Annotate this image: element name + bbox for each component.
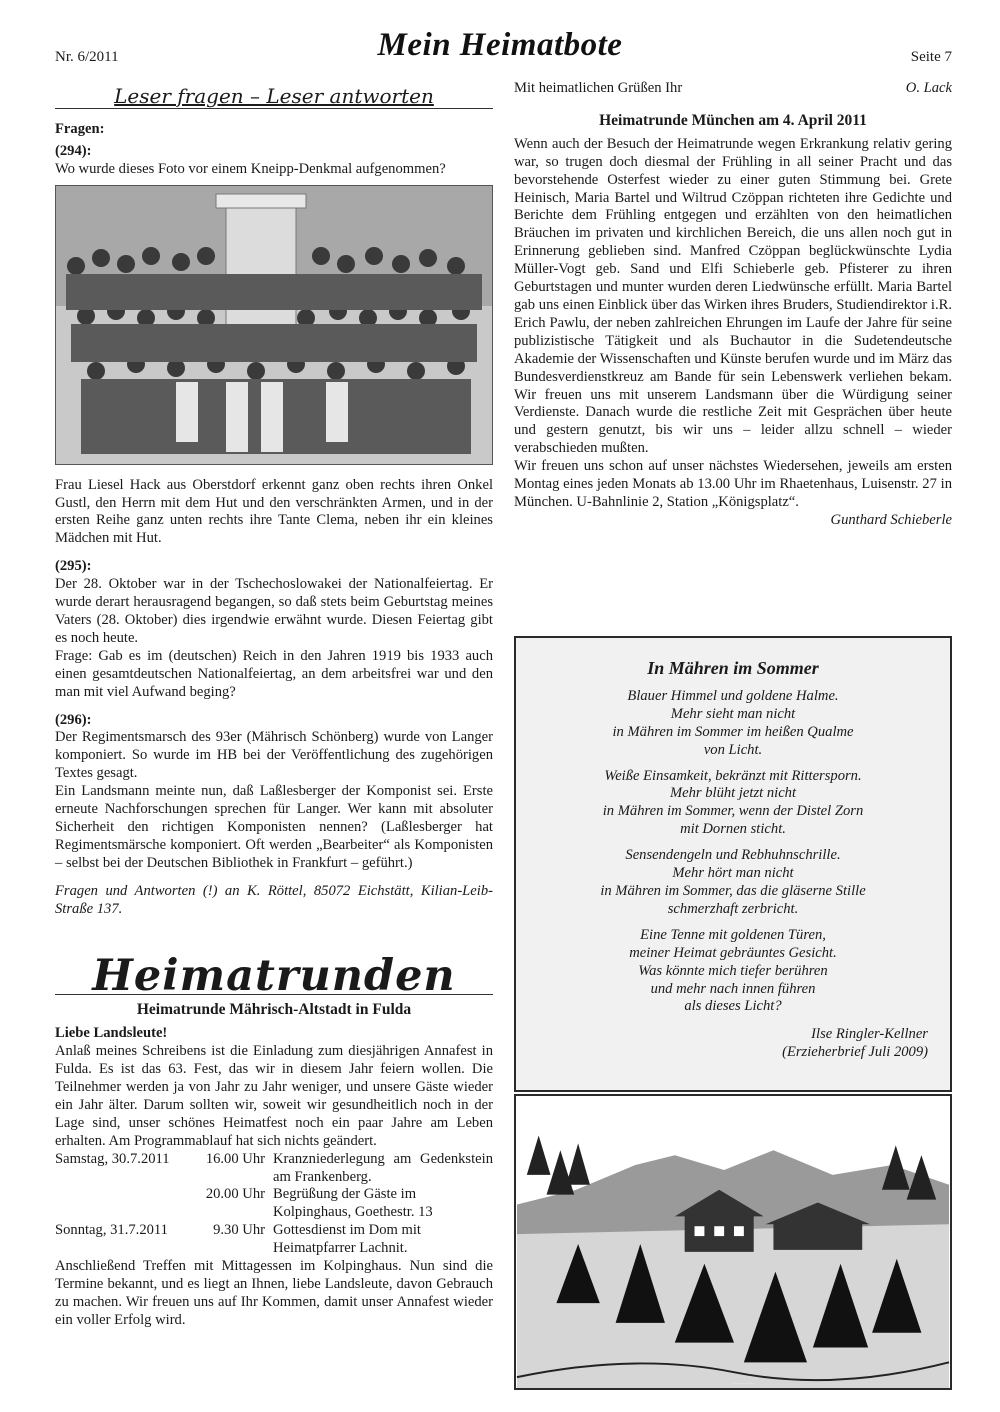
question-296-text-2: Ein Landsmann meinte nun, daß Laßlesberger der Komponist sei. Erste erneute Nachforschungen sprechen für Langer. Wer kann mit absoluter Sicherheit den richtigen Komponisten nennen? (Laßlesberger hat Regimentsmärsche komponiert. Oft werden „Bearbeiter“ als Komponisten – selbst bei der Deutschen Bibliothek in Frankfurt – geführt.) (55, 783, 493, 871)
poem-line: schmerzhaft zerbricht. (667, 900, 799, 917)
poem-line: von Licht. (703, 741, 763, 758)
poem-stanza (516, 847, 950, 919)
poem-line: meiner Heimat gebräuntes Gesicht. (629, 944, 837, 961)
schedule-row (55, 1186, 493, 1222)
poem-line: in Mähren im Sommer im heißen Qualme (612, 723, 854, 740)
fulda-author: O. Lack (905, 80, 952, 96)
question-294-text: Wo wurde dieses Foto vor einem Kneipp-Denkmal aufgenommen? (55, 160, 446, 177)
poem-stanza (516, 927, 950, 1017)
poem-stanza (516, 768, 950, 840)
sketch-alt-text: Zeichnung: Bauernhof mit Getreidegarben und Bergen (733, 1384, 755, 1386)
poem-line: Mehr hört man nicht (672, 865, 794, 882)
poem-line: Weiße Einsamkeit, bekränzt mit Rittersporn. (604, 767, 862, 784)
schedule-day: Sonntag, 31.7.2011 (55, 1222, 168, 1239)
fulda-title: Heimatrunde Mährisch-Altstadt in Fulda (136, 1001, 412, 1019)
question-295-frage: Frage: Gab es im (deutschen) Reich in den Jahren 1919 bis 1933 auch einen gesamtdeutschen Nationalfeiertag, an dem arbeitsfrei war und den man mit viel Aufwand beging? (55, 647, 493, 700)
poem-author: Ilse Ringler-Kellner (811, 1026, 928, 1043)
masthead-logo: Mein Heimatbote (377, 27, 623, 63)
left-column (55, 84, 493, 1330)
schedule-day (55, 1186, 187, 1222)
fulda-signoff (514, 80, 952, 98)
munich-title: Heimatrunde München am 4. April 2011 (599, 111, 867, 129)
right-column (514, 80, 952, 530)
poem-line: und mehr nach innen führen (650, 980, 816, 997)
poem-stanza (516, 688, 950, 760)
poem-line: Eine Tenne mit goldenen Türen, (640, 926, 826, 943)
heimatrunden-heading: Heimatrunden (92, 951, 456, 1002)
schedule-table (55, 1151, 493, 1258)
fulda-intro: Anlaß meines Schreibens ist die Einladung zum diesjährigen Annafest in Fulda. Es ist das 63. Fest, das wir in diesem Jahr feiern wollen. Die Teilnehmer werden ja von Jahr zu Jahr weniger, und unsere Gäste wieder ein Jahr älter. Darum sollten wir, soweit wir gesundheitlich noch in der Lage sind, unser schönes Heimatfest noch ein paar Jahre am Leben erhalten. Am Programmablauf hat sich nichts geändert. (55, 1043, 493, 1149)
schedule-time: 9.30 Uhr (213, 1222, 265, 1239)
poem-title: In Mähren im Sommer (647, 658, 819, 678)
leser-heading: Leser fragen – Leser antworten (114, 84, 434, 108)
greeting: Liebe Landsleute! (55, 1025, 168, 1042)
schedule-event: Gottesdienst im Dom mit Heimatpfarrer Lachnit. (273, 1222, 421, 1257)
contact-address: Fragen und Antworten (!) an K. Röttel, 85072 Eichstätt, Kilian-Leib-Straße 137. (55, 882, 493, 917)
poem-line: als dieses Licht? (684, 998, 782, 1015)
schedule-event: Begrüßung der Gäste im Kolpinghaus, Goethestr. 13 (273, 1186, 433, 1221)
page-header (0, 0, 1000, 70)
page-number: Seite 7 (910, 49, 952, 65)
munich-author: Gunthard Schieberle (830, 511, 952, 528)
poem-line: in Mähren im Sommer, wenn der Distel Zorn (602, 803, 864, 820)
schedule-event: Kranzniederlegung am Gedenkstein am Frankenberg. (273, 1150, 493, 1185)
group-photo (55, 185, 493, 465)
question-295-label: (295): (55, 558, 92, 575)
signoff-text: Mit heimatlichen Grüßen Ihr (514, 80, 683, 96)
schedule-row (55, 1151, 493, 1187)
question-296-label: (296): (55, 711, 92, 728)
poem-line: mit Dornen sticht. (680, 821, 786, 838)
munich-next-meeting: Wir freuen uns schon auf unser nächstes Wiedersehen, jeweils am ersten Montag eines jeden Monats ab 13.00 Uhr im Rhaetenhaus, Luisenstr. 27 in München. U-Bahnlinie 2, Station „Königsplatz“. (514, 458, 952, 510)
question-296-text-1: Der Regimentsmarsch des 93er (Mährisch Schönberg) wurde von Langer komponiert. So wurde im HB bei der Veröffentlichung des zugehörigen Textes gesagt. (55, 729, 493, 782)
divider (55, 108, 493, 109)
answer-294: Frau Liesel Hack aus Oberstdorf erkennt ganz oben rechts ihren Onkel Gustl, den Herrn mit dem Hut und den verschränkten Armen, und in der ersten Reihe ganz unten rechts ihre Tante Clema, neben ihr ein kleines Mädchen mit Hut. (55, 476, 493, 547)
fulda-closing-text: Anschließend Treffen mit Mittagessen im Kolpinghaus. Nun sind die Termine bekannt, und es liegt an Ihnen, liebe Landsleute, davon Gebrauch zu machen. Wir freuen uns auf Ihr Kommen, damit unser Annafest wieder ein voller Erfolg wird. (55, 1258, 493, 1328)
munich-report: Wenn auch der Besuch der Heimatrunde wegen Erkrankung relativ gering war, so trugen doch diesmal der Frühling in all seiner Pracht und das bevorstehende Osterfest wieder zu einer guten Stimmung bei. Grete Heinisch, Maria Bartel und Wiltrud Czöppan richteten ihre Gedichte und Berichte dem Frühling entgegen und erzählten von den heimatlichen Bräuchen im privaten und kirchlichen Bereich, die uns allen noch gut in Erinnerung geblieben sind. Manfred Czöppan beglückwünschte Lydia Müller-Vogt geb. Sand und Elfi Schieberle geb. Pfisterer zu ihren Geburtstagen und munter wurden deren Liedwünsche erfüllt. Maria Bartel gab uns einen Einblick über das Wirken ihres Bruders, Studiendirektor i.R. Erich Pawlu, der neben zahlreichen Ehrungen im Laufe der Jahre für seine publizistische Tätigkeit und als Buchautor in die Sudetendeutsche Akademie der Wissenschaften und Künste berufen wurde und im März das Bundesverdienstkreuz am Bande für sein Lebenswerk verliehen bekam. Wir freuen uns mit unserem Landsmann über die Würdigung seiner Verdienste. Danach wurde die restliche Zeit mit Gesprächen über heute und gestern genutzt, bis wir uns – leider allzu schnell – wieder verabschieden mußten. (514, 135, 952, 457)
issue-number: Nr. 6/2011 (55, 49, 119, 65)
schedule-row (55, 1222, 493, 1258)
farm-sketch-illustration (514, 1094, 952, 1390)
questions-label: Fragen: (55, 120, 105, 137)
schedule-day: Samstag, 30.7.2011 (55, 1150, 170, 1167)
poem-line: Mehr blüht jetzt nicht (669, 785, 797, 802)
schedule-time: 20.00 Uhr (205, 1186, 265, 1203)
schedule-time: 16.00 Uhr (205, 1150, 265, 1167)
question-294-label: (294): (55, 142, 92, 159)
poem-line: Blauer Himmel und goldene Halme. (627, 687, 839, 704)
fulda-closing-start (55, 1258, 493, 1330)
question-295-text: Der 28. Oktober war in der Tschechoslowakei der Nationalfeiertag. Er wurde derart herausragend begangen, so daß stets beim Geburtstag meines Vaters (28. Oktober) dies irgendwie erwähnt wurde. Diesen Feiertag gibt es noch heute. (55, 576, 493, 646)
poem-line: in Mähren im Sommer, das die gläserne Stille (600, 882, 866, 899)
poem-source: (Erzieherbrief Juli 2009) (782, 1044, 928, 1061)
poem-line: Sensendengeln und Rebhuhnschrille. (625, 847, 841, 864)
poem-box (514, 636, 952, 1092)
poem-line: Mehr sieht man nicht (670, 705, 796, 722)
poem-line: Was könnte mich tiefer berühren (638, 962, 828, 979)
